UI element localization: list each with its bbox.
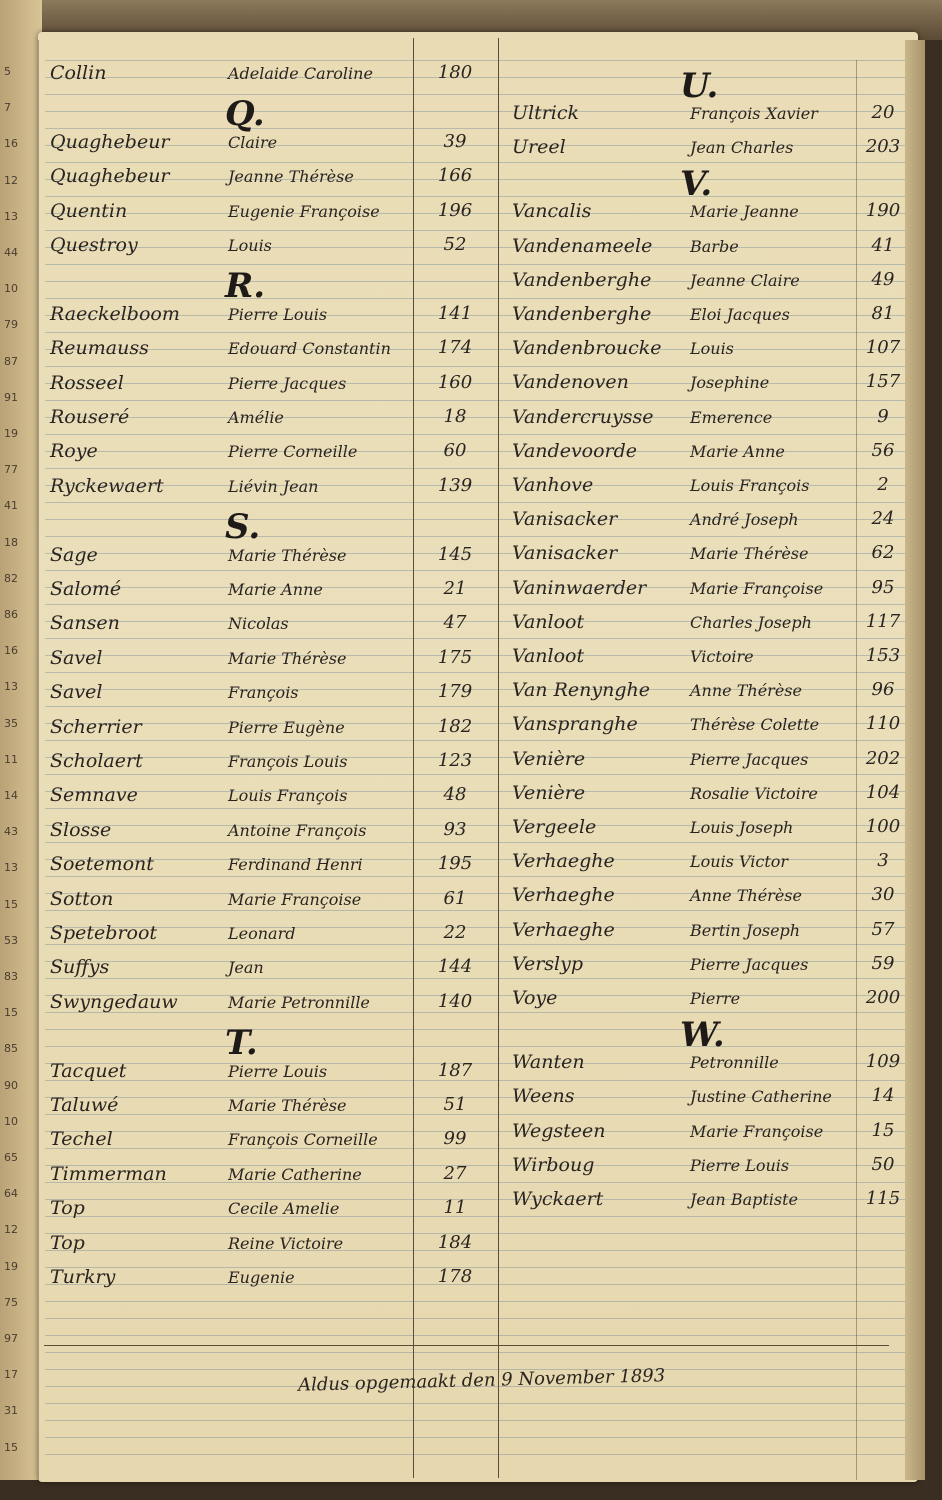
section-letter: U. [680, 66, 719, 106]
given-names: Marie Françoise [690, 578, 824, 598]
surname: Timmerman [50, 1162, 167, 1185]
given-names: François Louis [228, 752, 348, 771]
surname: Raeckelboom [50, 302, 180, 325]
ruled-line [45, 366, 905, 367]
record-number: 15 [871, 1119, 895, 1141]
surname: Vanspranghe [512, 713, 638, 736]
record-number: 93 [443, 818, 467, 840]
given-names: Eugenie [228, 1268, 295, 1287]
ruled-line [45, 162, 905, 163]
record-number: 196 [437, 199, 473, 221]
margin-number: 11 [4, 752, 18, 766]
record-number: 22 [443, 922, 467, 943]
surname: Verhaeghe [512, 918, 615, 941]
record-number: 175 [437, 646, 473, 668]
given-names: Josephine [690, 373, 770, 393]
surname: Verslyp [512, 952, 584, 975]
surname: Vandenbroucke [512, 337, 662, 360]
given-names: Marie Thérèse [228, 545, 347, 565]
surname: Wyckaert [512, 1188, 604, 1210]
ruled-line [45, 128, 905, 129]
ruled-line [45, 536, 905, 537]
given-names: Claire [228, 132, 278, 152]
ruled-line [45, 1352, 905, 1353]
record-number: 39 [443, 130, 467, 152]
surname: Quaghebeur [50, 130, 170, 153]
given-names: Pierre Jacques [690, 749, 809, 769]
given-names: Antoine François [228, 820, 367, 840]
given-names: Eloi Jacques [690, 305, 790, 324]
given-names: André Joseph [690, 510, 799, 530]
surname: Spetebroot [50, 922, 158, 944]
given-names: Louis [228, 236, 272, 255]
given-names: Victoire [690, 647, 754, 666]
record-number: 50 [871, 1153, 895, 1175]
ruled-line [45, 740, 905, 741]
surname: Rouseré [50, 406, 130, 428]
ruled-line [45, 978, 905, 979]
ruled-line [45, 876, 905, 877]
given-names: Marie Thérèse [690, 544, 809, 564]
record-number: 166 [437, 165, 473, 187]
ruled-line [45, 1454, 905, 1455]
record-number: 3 [877, 850, 889, 872]
margin-number: 12 [4, 173, 18, 187]
record-number: 56 [871, 439, 895, 461]
ruled-line [45, 1420, 905, 1421]
record-number: 157 [865, 371, 901, 393]
given-names: Jeanne Claire [690, 270, 800, 290]
record-number: 144 [437, 956, 473, 978]
record-number: 100 [865, 816, 901, 837]
ruled-line [45, 94, 905, 95]
record-number: 110 [865, 713, 901, 735]
given-names: Adelaide Caroline [228, 64, 373, 83]
record-number: 140 [437, 990, 473, 1012]
margin-number: 14 [4, 789, 18, 802]
record-number: 27 [443, 1162, 467, 1184]
column-divider-line [856, 60, 857, 1480]
margin-number: 19 [4, 1259, 18, 1273]
margin-number: 79 [4, 318, 18, 332]
surname: Vandevoorde [512, 439, 638, 462]
given-names: Rosalie Victoire [690, 783, 818, 803]
record-number: 195 [437, 853, 473, 875]
margin-number: 35 [4, 716, 18, 730]
given-names: Leonard [228, 924, 296, 943]
surname: Salomé [50, 578, 122, 600]
surname: Ryckewaert [50, 474, 164, 497]
record-number: 51 [443, 1094, 467, 1115]
ruled-line [45, 604, 905, 605]
record-number: 52 [443, 234, 467, 255]
ruled-line [45, 910, 905, 911]
record-number: 11 [443, 1197, 467, 1219]
margin-number: 10 [4, 1114, 18, 1128]
ruled-line [45, 196, 905, 197]
given-names: Amélie [228, 408, 284, 427]
surname: Swyngedauw [50, 990, 178, 1013]
ruled-line [45, 468, 905, 469]
given-names: Marie Thérèse [228, 1096, 347, 1115]
ruled-line [45, 264, 905, 265]
given-names: Louis [690, 339, 734, 359]
record-number: 57 [871, 918, 895, 940]
margin-number: 16 [4, 644, 18, 658]
margin-number: 53 [4, 933, 18, 947]
record-number: 41 [871, 234, 895, 256]
surname: Wirboug [512, 1153, 595, 1176]
record-number: 187 [437, 1059, 473, 1081]
record-number: 180 [437, 62, 473, 83]
surname: Slosse [50, 818, 112, 841]
record-number: 153 [865, 645, 901, 666]
record-number: 104 [865, 781, 901, 803]
record-number: 179 [437, 681, 473, 703]
record-number: 109 [865, 1051, 901, 1073]
record-number: 107 [865, 337, 901, 359]
margin-number: 91 [4, 390, 18, 404]
record-number: 30 [871, 884, 895, 906]
given-names: Bertin Joseph [690, 920, 801, 940]
surname: Rosseel [50, 371, 124, 394]
margin-number: 19 [4, 427, 18, 440]
ruled-line [45, 1437, 905, 1438]
surname: Scholaert [50, 750, 143, 772]
given-names: Anne Thérèse [690, 681, 802, 701]
surname: Venière [512, 747, 586, 770]
given-names: Thérèse Colette [690, 715, 820, 735]
column-divider-line [38, 40, 39, 1480]
given-names: François [228, 683, 299, 703]
surname: Verhaeghe [512, 850, 615, 873]
record-number: 190 [865, 200, 901, 222]
ruled-line [45, 400, 905, 401]
margin-number: 15 [4, 897, 18, 911]
ruled-line [45, 808, 905, 809]
surname: Wanten [512, 1051, 585, 1074]
given-names: Jean Baptiste [690, 1190, 799, 1209]
record-number: 117 [865, 610, 901, 632]
record-number: 160 [437, 371, 473, 393]
margin-number: 97 [4, 1332, 18, 1345]
ruled-line [45, 434, 905, 435]
record-number: 145 [437, 543, 473, 565]
given-names: Edouard Constantin [228, 339, 391, 359]
record-number: 62 [871, 542, 895, 564]
record-number: 21 [443, 578, 467, 599]
record-number: 141 [437, 302, 473, 324]
surname: Semnave [50, 784, 138, 807]
surname: Venière [512, 781, 586, 804]
ruled-line [45, 298, 905, 299]
surname: Ureel [512, 136, 566, 159]
given-names: Pierre Jacques [690, 954, 809, 974]
margin-number: 65 [4, 1151, 18, 1164]
surname: Sansen [50, 612, 120, 635]
given-names: Marie Anne [228, 580, 323, 599]
given-names: Anne Thérèse [690, 886, 802, 906]
surname: Ultrick [512, 102, 580, 124]
surname: Vanloot [512, 645, 585, 667]
record-number: 48 [443, 784, 467, 806]
given-names: Emerence [690, 407, 773, 427]
given-names: François Corneille [228, 1130, 378, 1150]
surname: Savel [50, 646, 103, 669]
record-number: 81 [871, 303, 895, 324]
given-names: Louis François [228, 786, 348, 806]
given-names: Ferdinand Henri [228, 855, 363, 875]
record-number: 18 [443, 406, 467, 427]
surname: Vanloot [512, 610, 585, 633]
ruled-line [45, 1029, 905, 1030]
record-number: 14 [871, 1085, 895, 1107]
column-divider-line [413, 38, 414, 1478]
record-number: 2 [877, 474, 889, 495]
given-names: Reine Victoire [228, 1233, 344, 1253]
surname: Techel [50, 1128, 113, 1151]
ruled-line [45, 1403, 905, 1404]
record-number: 9 [877, 405, 889, 427]
record-number: 95 [871, 576, 895, 598]
ruled-line [45, 1318, 905, 1319]
given-names: Eugenie Françoise [228, 201, 380, 221]
given-names: Jean Charles [690, 138, 794, 158]
surname: Vandercruysse [512, 405, 654, 428]
ruled-line [45, 332, 905, 333]
surname: Scherrier [50, 715, 142, 738]
margin-number: 85 [4, 1042, 18, 1056]
given-names: Jeanne Thérèse [228, 167, 354, 187]
margin-number: 13 [4, 209, 18, 223]
margin-number: 16 [4, 137, 18, 151]
margin-number: 41 [4, 499, 18, 513]
given-names: Marie Françoise [228, 889, 362, 909]
margin-number: 77 [4, 463, 18, 477]
record-number: 47 [443, 612, 467, 634]
surname: Savel [50, 681, 103, 704]
margin-number: 87 [4, 354, 18, 368]
page-stack-edge [905, 40, 925, 1480]
surname: Sotton [50, 887, 114, 910]
given-names: Justine Catherine [690, 1087, 832, 1107]
given-names: Marie Françoise [690, 1121, 824, 1141]
given-names: Pierre Eugène [228, 717, 345, 737]
given-names: François Xavier [690, 104, 818, 123]
given-names: Louis Joseph [690, 818, 794, 837]
section-letter: Q. [225, 94, 265, 135]
column-divider-line [498, 38, 499, 1478]
surname: Vanhove [512, 474, 594, 496]
ruled-line [45, 1046, 905, 1047]
ruled-line [45, 570, 905, 571]
margin-number: 18 [4, 535, 18, 549]
ruled-line [45, 502, 905, 503]
record-number: 174 [437, 337, 473, 359]
record-number: 59 [871, 952, 895, 974]
surname: Quentin [50, 199, 128, 222]
margin-number: 15 [4, 1440, 18, 1454]
surname: Vandenoven [512, 371, 629, 394]
margin-number: 90 [4, 1078, 18, 1092]
surname: Vandenberghe [512, 268, 652, 291]
surname: Vancalis [512, 200, 592, 223]
record-number: 182 [437, 715, 473, 737]
margin-number: 5 [4, 65, 11, 78]
margin-number: 43 [4, 825, 18, 839]
surname: Weens [512, 1085, 575, 1108]
ruled-line [45, 944, 905, 945]
record-number: 123 [437, 750, 473, 771]
margin-number: 12 [4, 1223, 18, 1237]
margin-number: 75 [4, 1295, 18, 1309]
given-names: Jean [228, 958, 264, 978]
margin-number: 82 [4, 571, 18, 585]
surname: Questroy [50, 234, 138, 256]
surname: Reumauss [50, 337, 149, 360]
given-names: Marie Jeanne [690, 202, 799, 222]
ruled-line [45, 60, 905, 61]
ruled-line [45, 774, 905, 775]
given-names: Nicolas [228, 614, 289, 634]
record-number: 203 [865, 136, 901, 158]
surname: Voye [512, 987, 558, 1009]
surname: Quaghebeur [50, 165, 170, 188]
ruled-line [45, 1301, 905, 1302]
surname: Suffys [50, 956, 110, 979]
record-number: 49 [871, 268, 895, 290]
given-names: Pierre Louis [228, 304, 328, 324]
given-names: Marie Thérèse [228, 648, 347, 668]
surname: Collin [50, 62, 107, 84]
given-names: Louis Victor [690, 852, 789, 872]
margin-number: 15 [4, 1006, 18, 1020]
given-names: Petronnille [690, 1053, 779, 1073]
surname: Vandenameele [512, 234, 653, 257]
given-names: Pierre Louis [690, 1155, 790, 1175]
surname: Roye [50, 440, 98, 463]
given-names: Cecile Amelie [228, 1199, 340, 1219]
ruled-line [45, 638, 905, 639]
surname: Vaninwaerder [512, 576, 647, 599]
closing-statement: Aldus opgemaakt den 9 November 1893 [297, 1365, 666, 1396]
margin-number: 83 [4, 970, 18, 983]
given-names: Pierre [690, 989, 741, 1008]
surname: Vergeele [512, 816, 597, 838]
record-number: 202 [865, 747, 901, 769]
given-names: Louis François [690, 476, 810, 495]
surname: Vanisacker [512, 508, 618, 531]
given-names: Marie Petronnille [228, 992, 370, 1012]
given-names: Pierre Louis [228, 1061, 328, 1081]
given-names: Liévin Jean [228, 476, 319, 496]
footer-rule [44, 1345, 889, 1346]
record-number: 20 [871, 102, 895, 123]
margin-number: 31 [4, 1404, 18, 1418]
surname: Wegsteen [512, 1119, 606, 1142]
ruled-line [45, 230, 905, 231]
section-letter: W. [680, 1015, 725, 1056]
section-letter: V. [680, 164, 713, 205]
surname: Top [50, 1231, 85, 1254]
surname: Top [50, 1197, 85, 1220]
ruled-line [45, 672, 905, 673]
margin-number: 13 [4, 861, 18, 875]
margin-number: 7 [4, 101, 11, 115]
record-number: 200 [865, 987, 901, 1008]
surname: Verhaeghe [512, 884, 615, 907]
margin-number: 64 [4, 1187, 18, 1201]
surname: Soetemont [50, 853, 154, 876]
ruled-line [45, 842, 905, 843]
surname: Vandenberghe [512, 303, 652, 325]
given-names: Marie Anne [690, 441, 785, 461]
section-letter: R. [225, 266, 266, 307]
given-names: Pierre Jacques [228, 373, 347, 393]
record-number: 61 [443, 887, 467, 909]
record-number: 99 [443, 1128, 467, 1150]
margin-number: 86 [4, 608, 18, 621]
ruled-line [45, 1335, 905, 1336]
record-number: 24 [871, 508, 895, 530]
margin-number: 13 [4, 680, 18, 694]
record-number: 184 [437, 1231, 473, 1253]
surname: Turkry [50, 1266, 116, 1288]
surname: Sage [50, 543, 98, 566]
surname: Vanisacker [512, 542, 618, 565]
section-letter: T. [225, 1023, 258, 1064]
ruled-line [45, 706, 905, 707]
given-names: Marie Catherine [228, 1164, 362, 1184]
margin-number: 10 [4, 282, 18, 296]
section-letter: S. [225, 507, 261, 548]
margin-number: 17 [4, 1368, 18, 1382]
record-number: 96 [871, 679, 895, 701]
surname: Taluwé [50, 1094, 119, 1116]
given-names: Barbe [690, 236, 739, 256]
record-number: 60 [443, 440, 467, 462]
given-names: Pierre Corneille [228, 442, 358, 462]
surname: Tacquet [50, 1059, 127, 1082]
given-names: Charles Joseph [690, 612, 812, 632]
record-number: 115 [865, 1188, 901, 1209]
surname: Van Renynghe [512, 679, 650, 702]
record-number: 178 [437, 1266, 473, 1287]
margin-number: 44 [4, 246, 18, 259]
record-number: 139 [437, 474, 473, 496]
